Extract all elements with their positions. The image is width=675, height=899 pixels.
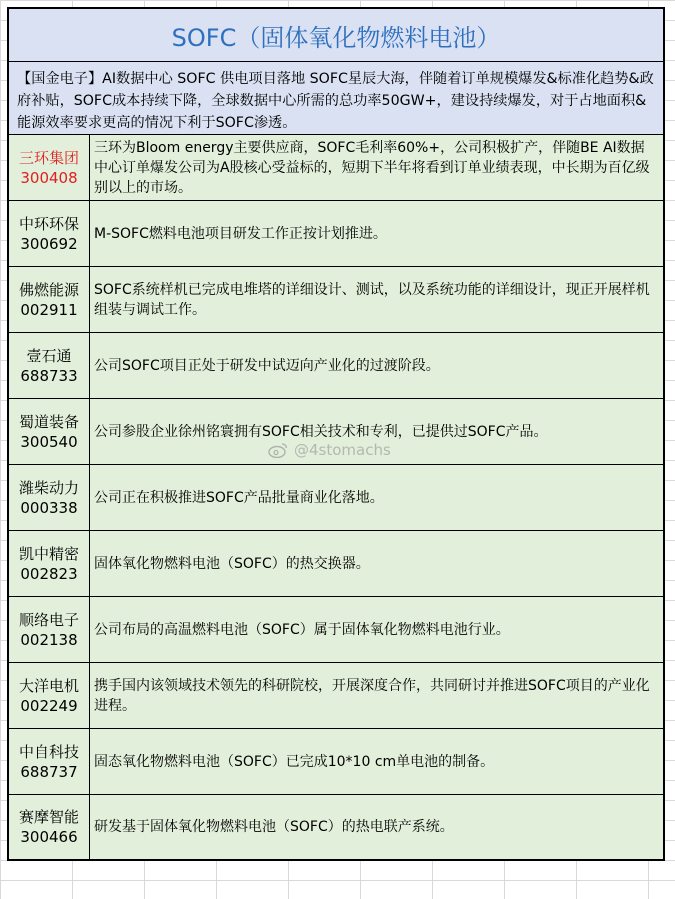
- company-name: 壹石通: [26, 346, 72, 365]
- description-cell: 固态氧化物燃料电池（SOFC）已完成10*10 cm单电池的制备。: [90, 729, 663, 794]
- table-row: [9, 663, 663, 729]
- table-row: [9, 729, 663, 795]
- table-row: [9, 135, 663, 201]
- company-cell: [9, 729, 90, 794]
- table-title: SOFC（固体氧化物燃料电池）: [9, 9, 663, 62]
- description-cell: 携手国内该领域技术领先的科研院校，开展深度合作，共同研讨并推进SOFC项目的产业化进程。: [90, 663, 663, 728]
- company-name: 潍柴动力: [18, 478, 79, 497]
- company-name: 三环集团: [18, 148, 79, 167]
- stock-code: 300466: [20, 828, 78, 846]
- description-cell: 公司布局的高温燃料电池（SOFC）属于固体氧化物燃料电池行业。: [90, 597, 663, 662]
- company-name: 顺络电子: [18, 610, 79, 629]
- description-cell: 研发基于固体氧化物燃料电池（SOFC）的热电联产系统。: [90, 795, 663, 859]
- company-cell: [9, 663, 90, 728]
- company-name: 中环环保: [18, 214, 79, 233]
- stock-code: 300540: [20, 432, 78, 451]
- company-cell: [9, 597, 90, 662]
- company-cell: [9, 531, 90, 596]
- table-row: [9, 399, 663, 465]
- description-cell: M-SOFC燃料电池项目研发工作正按计划推进。: [90, 201, 663, 266]
- company-cell: [9, 795, 90, 859]
- stock-code: 300408: [20, 168, 78, 187]
- company-cell: [9, 267, 90, 332]
- stock-code: 002249: [20, 696, 78, 715]
- stock-code: 002823: [20, 564, 78, 583]
- company-name: 佛燃能源: [18, 280, 79, 299]
- stock-code: 002911: [20, 300, 78, 319]
- stock-code: 688733: [20, 366, 78, 385]
- description-cell: 公司正在积极推进SOFC产品批量商业化落地。: [90, 465, 663, 530]
- table-row: [9, 597, 663, 663]
- table-row: [9, 267, 663, 333]
- table-row: [9, 201, 663, 267]
- table-row: [9, 795, 663, 859]
- company-name: 蜀道装备: [18, 412, 79, 431]
- company-name: 中自科技: [18, 742, 79, 761]
- company-cell: [9, 399, 90, 464]
- description-cell: 公司SOFC项目正处于研发中试迈向产业化的过渡阶段。: [90, 333, 663, 398]
- company-cell: [9, 333, 90, 398]
- sofc-stock-table: [7, 7, 665, 861]
- stock-code: 002138: [20, 630, 78, 649]
- company-name: 凯中精密: [18, 544, 79, 563]
- stock-code: 000338: [20, 498, 78, 517]
- company-cell: [9, 201, 90, 266]
- company-cell: [9, 135, 90, 200]
- table-row: [9, 333, 663, 399]
- description-cell: 固体氧化物燃料电池（SOFC）的热交换器。: [90, 531, 663, 596]
- description-cell: SOFC系统样机已完成电堆塔的详细设计、测试，以及系统功能的详细设计，现正开展样机组装与调试工作。: [90, 267, 663, 332]
- table-row: [9, 465, 663, 531]
- company-cell: [9, 465, 90, 530]
- stock-code: 688737: [20, 762, 78, 781]
- watermark-text: @4stomachs: [294, 441, 391, 459]
- description-cell: 公司参股企业徐州铭寰拥有SOFC相关技术和专利，已提供过SOFC产品。: [90, 399, 663, 464]
- table-row: [9, 531, 663, 597]
- intro-text: 【国金电子】AI数据中心 SOFC 供电项目落地 SOFC星辰大海，伴随着订单规模爆发&标准化趋势&政府补贴，SOFC成本持续下降，全球数据中心所需的总功率50GW+，建设持续爆发，对于占地面积&能源效率要求更高的情况下利于SOFC渗透。: [9, 62, 663, 135]
- description-cell: 三环为Bloom energy主要供应商，SOFC毛利率60%+，公司积极扩产，伴随BE AI数据中心订单爆发公司为A股核心受益标的，短期下半年将看到订单业绩表现，中长期为百亿级别以上的市场。: [90, 135, 663, 200]
- company-name: 大洋电机: [18, 676, 79, 695]
- stock-code: 300692: [20, 234, 78, 253]
- company-name: 赛摩智能: [18, 808, 79, 826]
